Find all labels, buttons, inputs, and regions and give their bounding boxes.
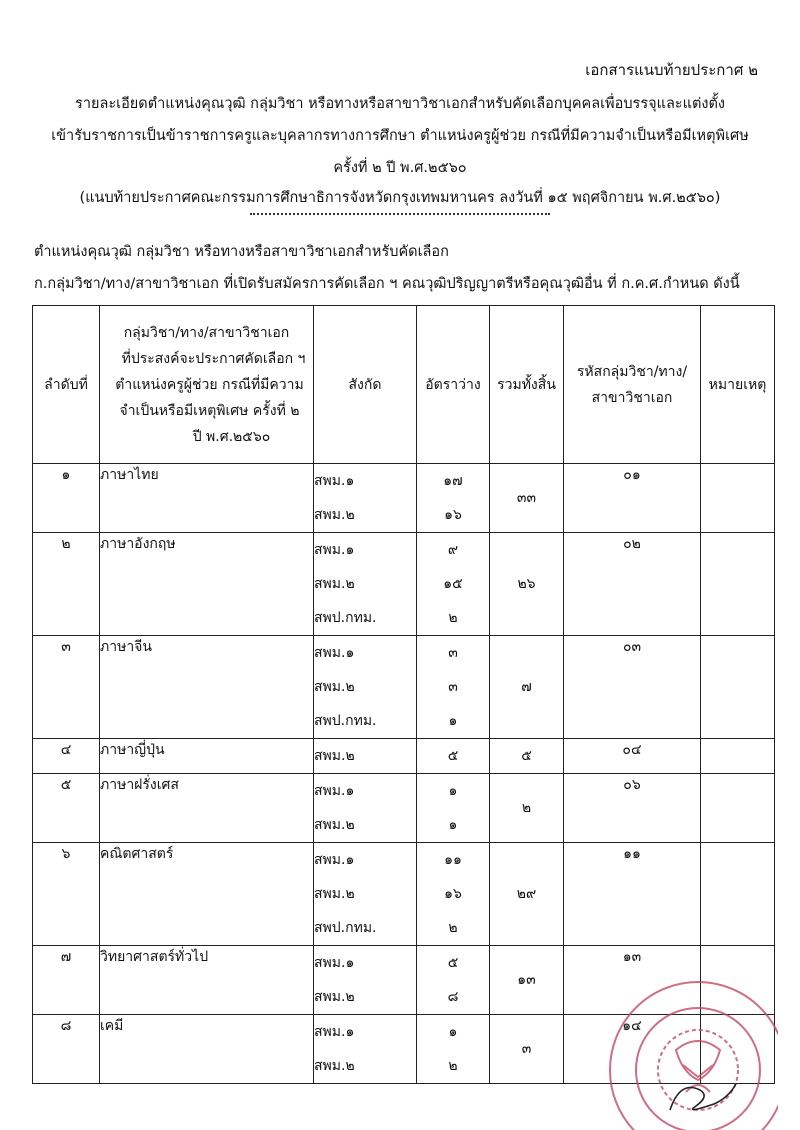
header-vacancies: อัตราว่าง	[417, 306, 490, 464]
row-remark	[701, 464, 775, 533]
vacancy-item: ๑๑	[444, 852, 462, 868]
row-subject: ภาษาญี่ปุ่น	[100, 739, 314, 774]
row-vacancy-list	[417, 464, 490, 533]
org-item: สพม.๒	[314, 1058, 355, 1074]
org-item: สพป.กทม.	[314, 610, 377, 626]
row-remark	[701, 843, 775, 946]
row-number: ๓	[33, 636, 100, 739]
table-row	[33, 946, 775, 1015]
vacancy-item: ๑	[448, 713, 458, 729]
header-code: รหัสกลุ่มวิชา/ทาง/ สาขาวิชาเอก	[564, 306, 701, 464]
row-code: ๐๓	[564, 636, 701, 739]
vacancy-item: ๒	[448, 920, 458, 936]
positions-table	[32, 305, 775, 1084]
row-vacancy-list	[417, 774, 490, 843]
section-title: ตำแหน่งคุณวุฒิ กลุ่มวิชา หรือทางหรือสาขาวิชาเอกสำหรับคัดเลือก	[34, 244, 449, 260]
row-org-list	[314, 946, 417, 1015]
row-org-list	[314, 843, 417, 946]
org-item: สพม.๑	[314, 1024, 355, 1040]
row-subject: เคมี	[100, 1015, 314, 1084]
row-vacancy-list	[417, 636, 490, 739]
org-item: สพม.๒	[314, 679, 355, 695]
row-subject: ภาษาอังกฤษ	[100, 533, 314, 636]
row-number: ๘	[33, 1015, 100, 1084]
row-code: ๐๖	[564, 774, 701, 843]
org-item: สพป.กทม.	[314, 713, 377, 729]
row-remark	[701, 739, 775, 774]
row-number: ๑	[33, 464, 100, 533]
header-no: ลำดับที่	[33, 306, 100, 464]
org-item: สพม.๒	[314, 989, 355, 1005]
row-total: ๗	[490, 636, 564, 739]
vacancy-item: ๑	[448, 783, 458, 799]
row-code: ๑๔	[564, 1015, 701, 1084]
header-org: สังกัด	[314, 306, 417, 464]
row-code: ๐๑	[564, 464, 701, 533]
vacancy-item: ๑	[448, 1024, 458, 1040]
row-total: ๕	[490, 739, 564, 774]
vacancy-item: ๙	[447, 542, 459, 558]
vacancy-item: ๕	[447, 748, 459, 764]
table-row	[33, 464, 775, 533]
row-remark	[701, 774, 775, 843]
row-number: ๖	[33, 843, 100, 946]
vacancy-item: ๒	[448, 1058, 458, 1074]
row-remark	[701, 1015, 775, 1084]
org-item: สพม.๒	[314, 507, 355, 523]
vacancy-item: ๕	[447, 955, 459, 971]
row-number: ๒	[33, 533, 100, 636]
org-item: สพม.๒	[314, 817, 355, 833]
org-item: สพม.๒	[314, 576, 355, 592]
row-total: ๓๓	[490, 464, 564, 533]
row-subject: วิทยาศาสตร์ทั่วไป	[100, 946, 314, 1015]
vacancy-item: ๓	[448, 645, 458, 661]
table-header-row	[33, 306, 775, 464]
org-item: สพม.๑	[314, 542, 355, 558]
table-row	[33, 739, 775, 774]
table-row	[33, 843, 775, 946]
vacancy-item: ๑๖	[444, 886, 462, 902]
row-total: ๒	[490, 774, 564, 843]
row-org-list	[314, 636, 417, 739]
row-vacancy-list	[417, 1015, 490, 1084]
row-code: ๐๔	[564, 739, 701, 774]
row-vacancy-list	[417, 843, 490, 946]
row-vacancy-list	[417, 946, 490, 1015]
title-line-4: (แนบท้ายประกาศคณะกรรมการศึกษาธิการจังหวัดกรุงเทพมหานคร ลงวันที่ ๑๕ พฤศจิกายน พ.ศ.๒๕๖๐)	[79, 190, 721, 206]
row-vacancy-list	[417, 739, 490, 774]
vacancy-item: ๘	[447, 989, 459, 1005]
table-row	[33, 636, 775, 739]
org-item: สพม.๒	[314, 748, 355, 764]
attachment-label: เอกสารแนบท้ายประกาศ ๒	[585, 61, 758, 79]
row-org-list	[314, 774, 417, 843]
row-org-list	[314, 464, 417, 533]
row-org-list	[314, 739, 417, 774]
vacancy-item: ๑๖	[444, 507, 462, 523]
row-org-list	[314, 533, 417, 636]
org-item: สพม.๑	[314, 852, 355, 868]
title-line-2: เข้ารับราชการเป็นข้าราชการครูและบุคลากรทางการศึกษา ตำแหน่งครูผู้ช่วย กรณีที่มีความจำเป็นหรือมีเหตุพิเศษ	[51, 128, 749, 144]
title-line-1: รายละเอียดตำแหน่งคุณวุฒิ กลุ่มวิชา หรือทางหรือสาขาวิชาเอกสำหรับคัดเลือกบุคคลเพื่อบรรจุและแต่งตั้ง	[75, 96, 725, 112]
vacancy-item: ๑๕	[443, 576, 463, 592]
vacancy-item: ๑	[448, 817, 458, 833]
section-subtitle: ก.กลุ่มวิชา/ทาง/สาขาวิชาเอก ที่เปิดรับสมัครการคัดเลือก ฯ คณวุฒิปริญญาตรีหรือคุณวุฒิอื่น ที่ ก.ค.ศ.กำหนด ดังนี้	[34, 276, 740, 292]
row-subject: ภาษาไทย	[100, 464, 314, 533]
row-total: ๓	[490, 1015, 564, 1084]
row-org-list	[314, 1015, 417, 1084]
table-row	[33, 1015, 775, 1084]
row-number: ๔	[33, 739, 100, 774]
row-code: ๑๑	[564, 843, 701, 946]
row-code: ๑๓	[564, 946, 701, 1015]
org-item: สพม.๑	[314, 955, 355, 971]
header-total: รวมทั้งสิ้น	[490, 306, 564, 464]
table-row	[33, 533, 775, 636]
row-total: ๒๖	[490, 533, 564, 636]
header-remark: หมายเหตุ	[701, 306, 775, 464]
org-item: สพป.กทม.	[314, 920, 377, 936]
dotted-divider	[250, 213, 550, 215]
vacancy-item: ๒	[448, 610, 458, 626]
org-item: สพม.๑	[314, 783, 355, 799]
row-subject: ภาษาฝรั่งเศส	[100, 774, 314, 843]
row-remark	[701, 533, 775, 636]
row-total: ๑๓	[490, 946, 564, 1015]
org-item: สพม.๒	[314, 886, 355, 902]
row-remark	[701, 946, 775, 1015]
row-code: ๐๒	[564, 533, 701, 636]
row-vacancy-list	[417, 533, 490, 636]
row-subject: คณิตศาสตร์	[100, 843, 314, 946]
table-row	[33, 774, 775, 843]
row-number: ๕	[33, 774, 100, 843]
vacancy-item: ๑๗	[443, 473, 463, 489]
row-total: ๒๙	[490, 843, 564, 946]
org-item: สพม.๑	[314, 645, 355, 661]
row-remark	[701, 636, 775, 739]
org-item: สพม.๑	[314, 473, 355, 489]
header-subject: กลุ่มวิชา/ทาง/สาขาวิชาเอก ที่ประสงค์จะประกาศคัดเลือก ฯ ตำแหน่งครูผู้ช่วย กรณีที่มีความ จำเป็นหรือมีเหตุพิเศษ ครั้งที่ ๒ ปี พ.ศ.๒๕๖๐	[100, 306, 314, 464]
vacancy-item: ๓	[448, 679, 458, 695]
row-number: ๗	[33, 946, 100, 1015]
title-line-3: ครั้งที่ ๒ ปี พ.ศ.๒๕๖๐	[333, 160, 467, 176]
row-subject: ภาษาจีน	[100, 636, 314, 739]
